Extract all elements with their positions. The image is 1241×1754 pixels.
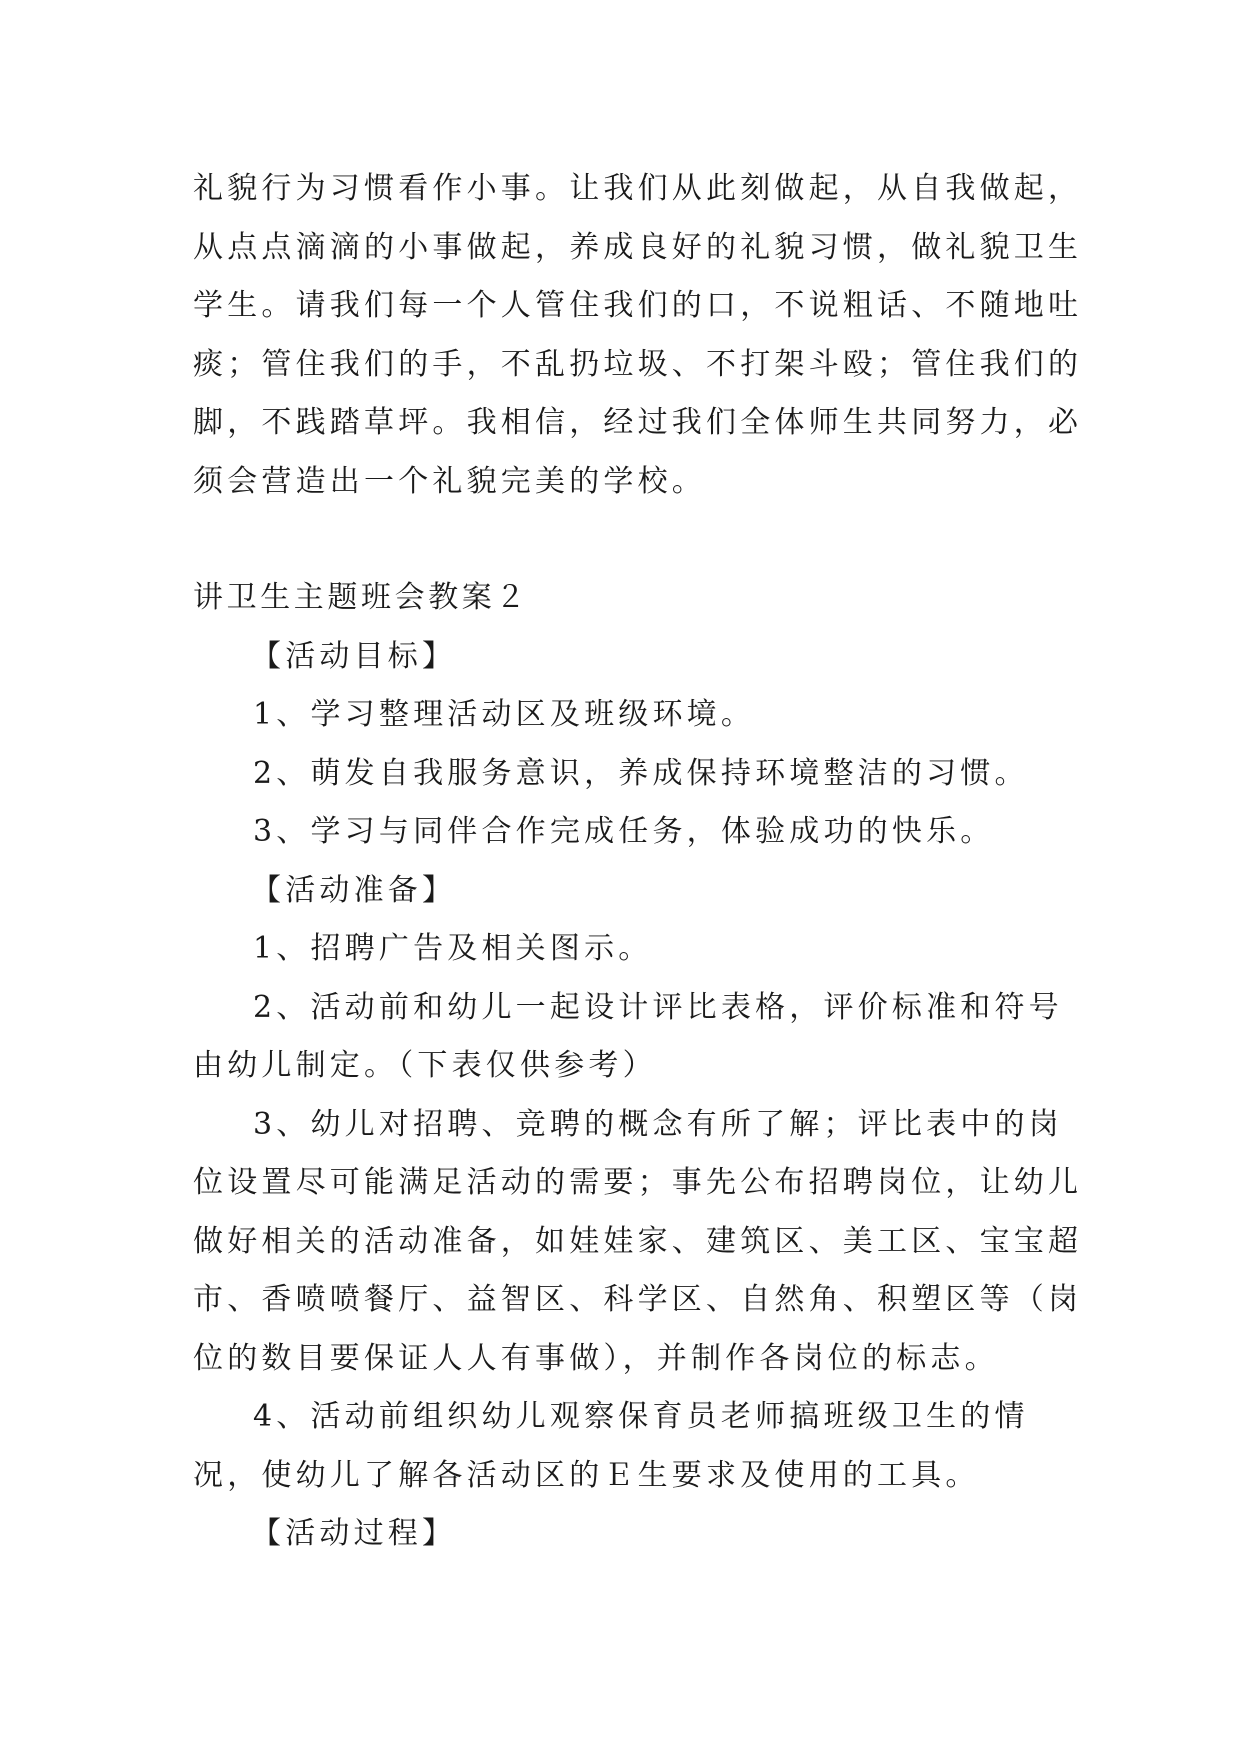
intro-line: 礼貌行为习惯看作小事。让我们从此刻做起，从自我做起， [193,171,1083,206]
list-item: 2、萌发自我服务意识，养成保持环境整洁的习惯。 [253,755,1029,791]
intro-line: 须会营造出一个礼貌完美的学校。 [193,463,706,499]
document-title: 讲卫生主题班会教案２ [193,580,529,615]
section-heading-process: 【活动过程】 [251,1516,457,1551]
intro-line: 痰；管住我们的手，不乱扔垃圾、不打架斗殴；管住我们的 [193,346,1083,382]
document-body [193,160,1083,1564]
list-item: 3、幼儿对招聘、竞聘的概念有所了解；评比表中的岗位设置尽可能满足活动的需要；事先公布招聘岗位，让幼儿做好相关的活动准备，如娃娃家、建筑区、美工区、宝宝超市、香喷喷餐厅、益智区、科学区、自然角、积塑区等（岗位的数目要保证人人有事做），并制作各岗位的标志。 [193,1106,1083,1376]
list-item: 3、学习与同伴合作完成任务，体验成功的快乐。 [253,814,995,849]
list-item: 4、活动前组织幼儿观察保育员老师搞班级卫生的情况，使幼儿了解各活动区的Ｅ生要求及使用的工具。 [193,1399,1029,1493]
intro-line: 学生。请我们每一个人管住我们的口，不说粗话、不随地吐 [193,288,1083,323]
section-heading-preparation: 【活动准备】 [251,872,457,908]
intro-line: 脚，不践踏草坪。我相信，经过我们全体师生共同努力，必 [193,405,1083,440]
intro-paragraph [193,160,1083,511]
spacer [193,511,1083,569]
list-item: 1、学习整理活动区及班级环境。 [253,697,756,732]
list-item: 1、招聘广告及相关图示。 [253,931,653,966]
section-heading-goals: 【活动目标】 [251,638,457,674]
intro-line: 从点点滴滴的小事做起，养成良好的礼貌习惯，做礼貌卫生 [193,229,1083,265]
list-item: 2、活动前和幼儿一起设计评比表格，评价标准和符号由幼儿制定。（下表仅供参考） [193,989,1063,1083]
